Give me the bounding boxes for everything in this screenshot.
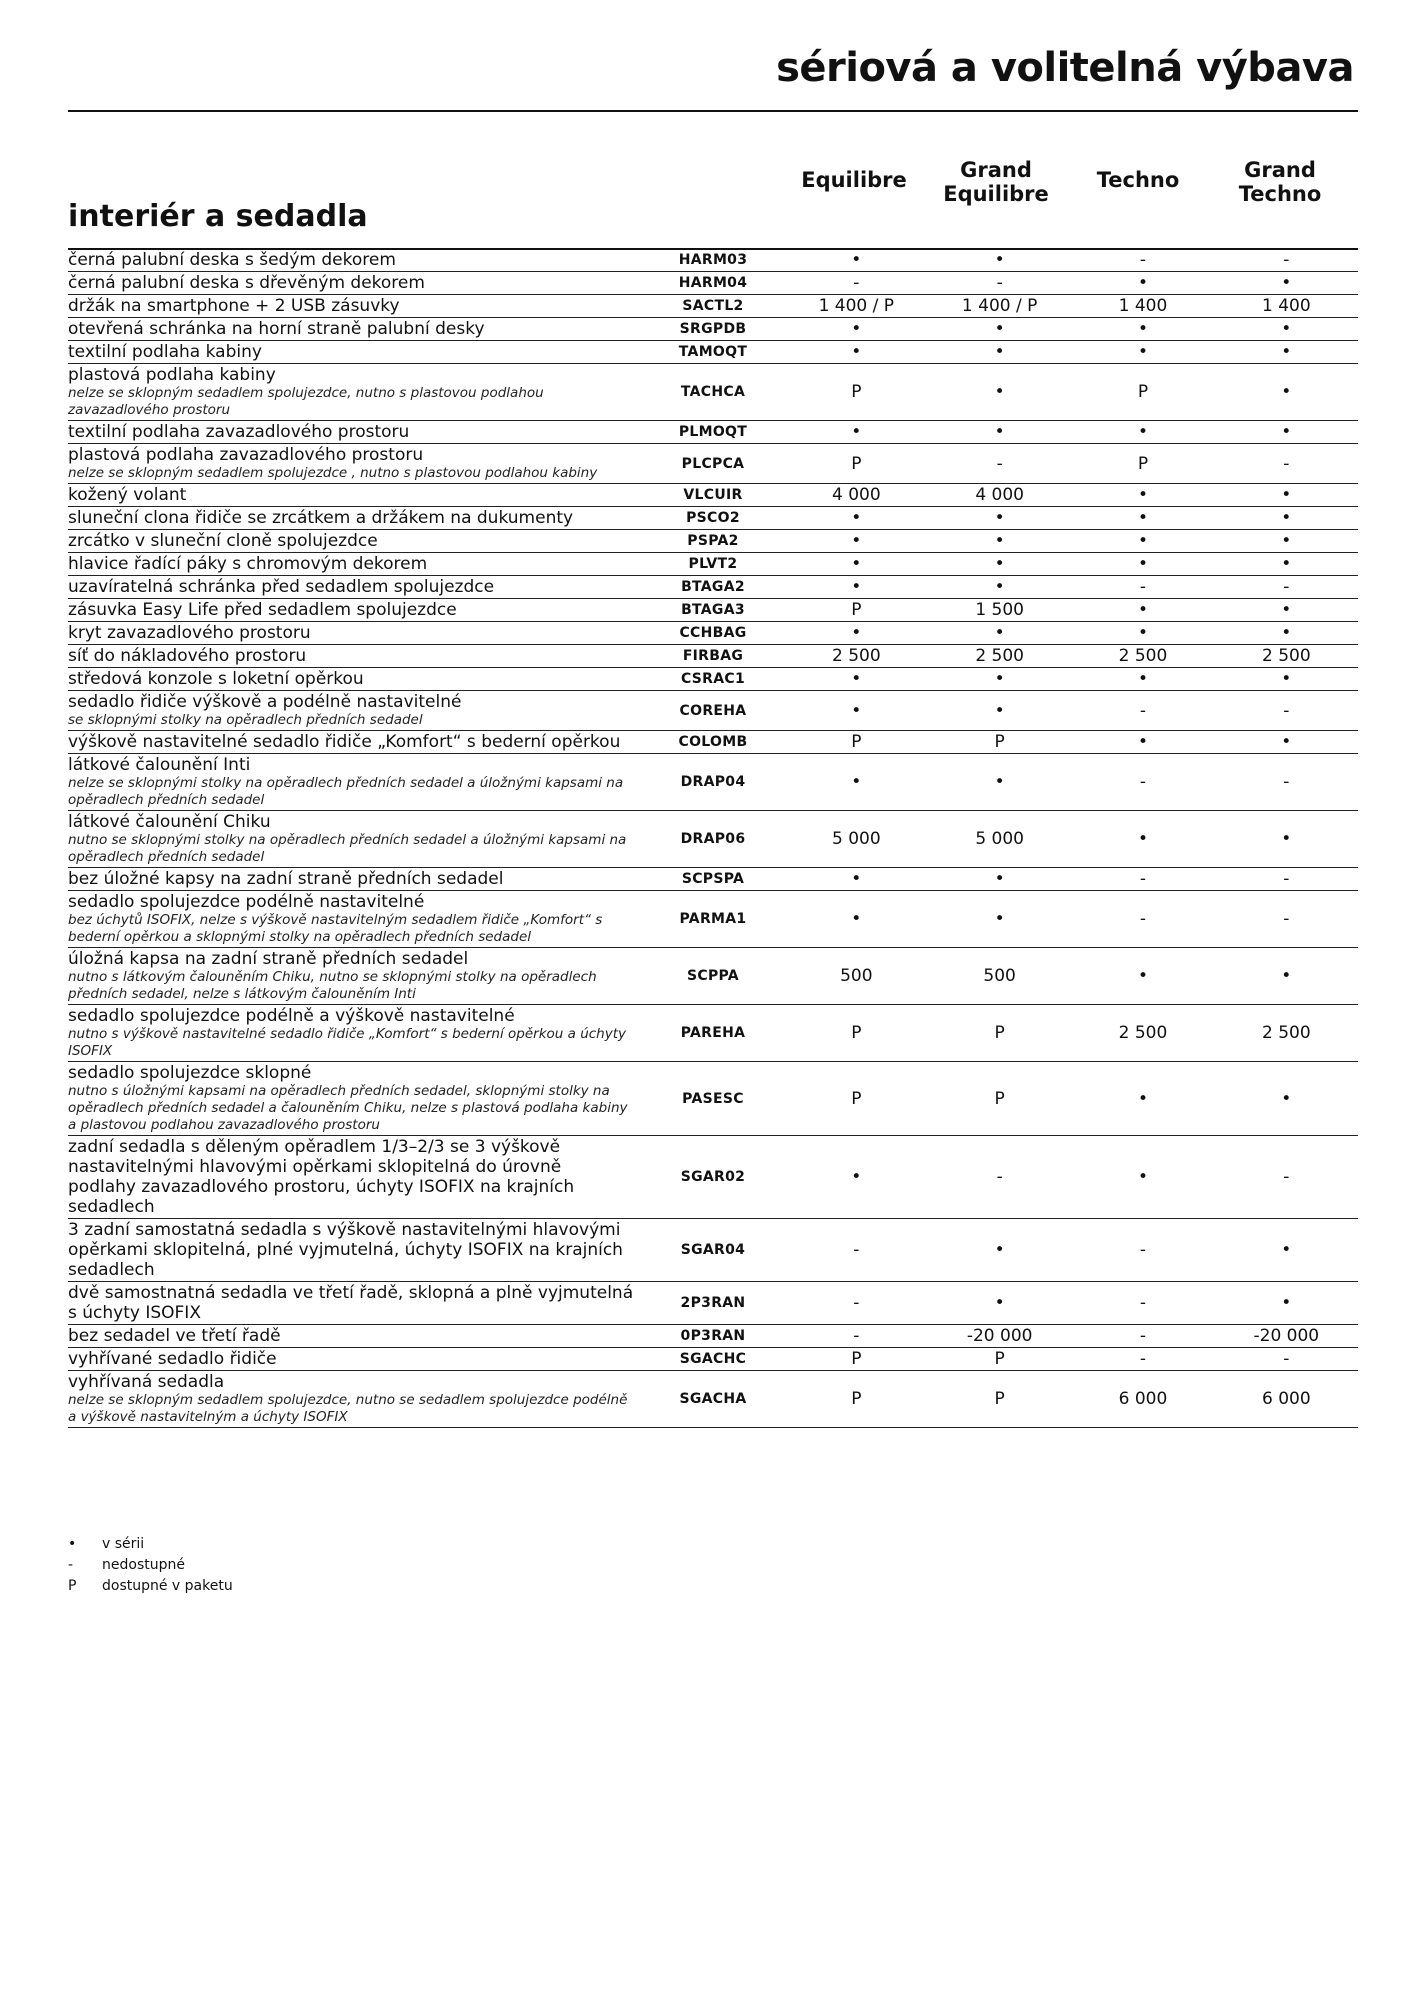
option-code: BTAGA3 <box>641 599 784 622</box>
item-name: úložná kapsa na zadní straně předních sedadel <box>68 949 469 969</box>
value-techno: • <box>1071 272 1214 295</box>
item-name: sedadlo řidiče výškově a podélně nastavitelné <box>68 692 462 712</box>
value-techno: - <box>1071 891 1214 948</box>
page-title: sériová a volitelná výbava <box>776 45 1354 91</box>
legend-item <box>68 1555 233 1576</box>
value-equilibre: P <box>785 364 928 421</box>
value-techno: • <box>1071 421 1214 444</box>
option-code: HARM03 <box>641 249 784 272</box>
option-code: DRAP06 <box>641 811 784 868</box>
legend <box>68 1534 233 1597</box>
value-equilibre: • <box>785 668 928 691</box>
value-techno: • <box>1071 553 1214 576</box>
value-grand-equilibre: • <box>928 421 1071 444</box>
item-name: sedadlo spolujezdce sklopné <box>68 1063 312 1083</box>
table-row <box>68 811 1358 868</box>
value-equilibre: P <box>785 444 928 484</box>
table-row <box>68 668 1358 691</box>
table-row <box>68 1325 1358 1348</box>
value-grand-equilibre: • <box>928 318 1071 341</box>
value-techno: P <box>1071 364 1214 421</box>
item-cell <box>68 668 641 691</box>
value-grand-techno: • <box>1215 811 1358 868</box>
item-cell <box>68 553 641 576</box>
option-code: TACHCA <box>641 364 784 421</box>
value-grand-equilibre: 5 000 <box>928 811 1071 868</box>
value-grand-equilibre: • <box>928 891 1071 948</box>
value-techno: • <box>1071 341 1214 364</box>
value-techno: - <box>1071 1348 1214 1371</box>
value-techno: 1 400 <box>1071 295 1214 318</box>
value-grand-equilibre: • <box>928 1219 1071 1282</box>
table-row <box>68 295 1358 318</box>
value-grand-techno: • <box>1215 1062 1358 1136</box>
value-techno: • <box>1071 1136 1214 1219</box>
value-grand-techno: • <box>1215 507 1358 530</box>
item-name: síť do nákladového prostoru <box>68 646 307 666</box>
option-code: CSRAC1 <box>641 668 784 691</box>
item-name: sedadlo spolujezdce podélně nastavitelné <box>68 892 425 912</box>
value-grand-techno: • <box>1215 272 1358 295</box>
value-techno: 6 000 <box>1071 1371 1214 1428</box>
option-code: SGACHA <box>641 1371 784 1428</box>
option-code: 0P3RAN <box>641 1325 784 1348</box>
table-row <box>68 444 1358 484</box>
value-techno: • <box>1071 622 1214 645</box>
option-code: PSCO2 <box>641 507 784 530</box>
option-code: PLMOQT <box>641 421 784 444</box>
item-name: černá palubní deska s dřevěným dekorem <box>68 273 425 293</box>
value-grand-equilibre: • <box>928 691 1071 731</box>
item-name: sedadlo spolujezdce podélně a výškově nastavitelné <box>68 1006 515 1026</box>
table-row <box>68 421 1358 444</box>
item-name: držák na smartphone + 2 USB zásuvky <box>68 296 400 316</box>
value-techno: - <box>1071 249 1214 272</box>
value-techno: - <box>1071 576 1214 599</box>
value-grand-techno: • <box>1215 484 1358 507</box>
item-name: textilní podlaha kabiny <box>68 342 262 362</box>
value-grand-equilibre: 1 400 / P <box>928 295 1071 318</box>
table-row <box>68 731 1358 754</box>
option-code: COREHA <box>641 691 784 731</box>
value-equilibre: • <box>785 576 928 599</box>
item-note: nelze se sklopnými stolky na opěradlech předních sedadel a úložnými kapsami na opěradlech předních sedadel <box>68 775 624 808</box>
item-cell <box>68 754 641 811</box>
value-techno: • <box>1071 1062 1214 1136</box>
value-grand-equilibre: • <box>928 576 1071 599</box>
value-grand-equilibre: - <box>928 272 1071 295</box>
value-techno: - <box>1071 1282 1214 1325</box>
table-row <box>68 599 1358 622</box>
value-grand-equilibre: • <box>928 622 1071 645</box>
value-grand-techno: • <box>1215 1219 1358 1282</box>
value-grand-techno: • <box>1215 599 1358 622</box>
option-code: SRGPDB <box>641 318 784 341</box>
legend-text: v sérii <box>102 1536 145 1552</box>
value-techno: P <box>1071 444 1214 484</box>
item-note: nutno s látkovým čalouněním Chiku, nutno se sklopnými stolky na opěradlech předních sedadel, nelze s látkovým čalouněním Inti <box>68 969 597 1002</box>
table-row <box>68 530 1358 553</box>
item-name: zásuvka Easy Life před sedadlem spolujezdce <box>68 600 457 620</box>
table-row <box>68 318 1358 341</box>
item-name: textilní podlaha zavazadlového prostoru <box>68 422 410 442</box>
item-cell <box>68 530 641 553</box>
item-name: vyhřívaná sedadla <box>68 1372 225 1392</box>
table-row <box>68 891 1358 948</box>
value-grand-techno: -20 000 <box>1215 1325 1358 1348</box>
item-name: plastová podlaha zavazadlového prostoru <box>68 445 424 465</box>
value-equilibre: • <box>785 868 928 891</box>
value-grand-equilibre: • <box>928 1282 1071 1325</box>
item-name: sluneční clona řidiče se zrcátkem a držákem na dukumenty <box>68 508 574 528</box>
option-code: HARM04 <box>641 272 784 295</box>
value-equilibre: P <box>785 1348 928 1371</box>
equipment-table <box>68 249 1358 1428</box>
value-grand-equilibre: • <box>928 249 1071 272</box>
value-equilibre: • <box>785 622 928 645</box>
value-grand-techno: 6 000 <box>1215 1371 1358 1428</box>
item-name: uzavíratelná schránka před sedadlem spolujezdce <box>68 577 495 597</box>
value-techno: - <box>1071 868 1214 891</box>
table-row <box>68 691 1358 731</box>
value-equilibre: • <box>785 249 928 272</box>
value-grand-equilibre: 2 500 <box>928 645 1071 668</box>
table-row <box>68 622 1358 645</box>
value-grand-equilibre: P <box>928 731 1071 754</box>
value-grand-equilibre: • <box>928 553 1071 576</box>
table-row <box>68 1282 1358 1325</box>
value-grand-techno: • <box>1215 318 1358 341</box>
item-name: látkové čalounění Inti <box>68 755 251 775</box>
section-title: interiér a sedadla <box>68 199 368 234</box>
item-name: látkové čalounění Chiku <box>68 812 271 832</box>
value-grand-equilibre: 4 000 <box>928 484 1071 507</box>
item-cell <box>68 599 641 622</box>
item-cell <box>68 1219 641 1282</box>
item-name: černá palubní deska s šedým dekorem <box>68 250 396 270</box>
value-equilibre: 500 <box>785 948 928 1005</box>
value-grand-equilibre: P <box>928 1005 1071 1062</box>
item-name: 3 zadní samostatná sedadla s výškově nastavitelnými hlavovými opěrkami sklopitelná, plné vyjmutelná, úchyty ISOFIX na krajních sedadlech <box>68 1220 623 1280</box>
item-cell <box>68 645 641 668</box>
table-row <box>68 272 1358 295</box>
value-techno: - <box>1071 1219 1214 1282</box>
item-cell <box>68 444 641 484</box>
value-equilibre: - <box>785 272 928 295</box>
item-note: nelze se sklopným sedadlem spolujezdce, nutno s plastovou podlahou zavazadlového prostoru <box>68 385 544 418</box>
value-grand-equilibre: • <box>928 364 1071 421</box>
option-code: SCPSPA <box>641 868 784 891</box>
item-cell <box>68 1005 641 1062</box>
item-cell <box>68 484 641 507</box>
legend-symbol: • <box>68 1536 77 1552</box>
item-cell <box>68 868 641 891</box>
item-note: nelze se sklopným sedadlem spolujezdce , nutno s plastovou podlahou kabiny <box>68 465 598 481</box>
item-cell <box>68 507 641 530</box>
item-cell <box>68 731 641 754</box>
value-equilibre: - <box>785 1219 928 1282</box>
option-code: FIRBAG <box>641 645 784 668</box>
table-row <box>68 364 1358 421</box>
column-header-techno: Techno <box>1096 168 1180 192</box>
value-equilibre: • <box>785 507 928 530</box>
option-code: SGAR04 <box>641 1219 784 1282</box>
item-name: dvě samostnatná sedadla ve třetí řadě, sklopná a plně vyjmutelná s úchyty ISOFIX <box>68 1283 634 1323</box>
value-grand-techno: - <box>1215 576 1358 599</box>
value-equilibre: - <box>785 1325 928 1348</box>
value-equilibre: 4 000 <box>785 484 928 507</box>
value-grand-techno: • <box>1215 530 1358 553</box>
value-grand-equilibre: • <box>928 754 1071 811</box>
table-row <box>68 507 1358 530</box>
value-grand-equilibre: -20 000 <box>928 1325 1071 1348</box>
option-code: PLVT2 <box>641 553 784 576</box>
value-grand-equilibre: 500 <box>928 948 1071 1005</box>
option-code: CCHBAG <box>641 622 784 645</box>
item-cell <box>68 249 641 272</box>
value-grand-techno: • <box>1215 421 1358 444</box>
value-grand-techno: • <box>1215 553 1358 576</box>
value-grand-techno: - <box>1215 444 1358 484</box>
title-divider <box>68 110 1358 112</box>
value-grand-equilibre: • <box>928 530 1071 553</box>
item-cell <box>68 318 641 341</box>
item-name: výškově nastavitelné sedadlo řidiče „Komfort“ s bederní opěrkou <box>68 732 621 752</box>
item-cell <box>68 1136 641 1219</box>
column-header-equilibre: Equilibre <box>801 168 907 192</box>
value-grand-techno: • <box>1215 364 1358 421</box>
column-header-grand-equilibre: Grand Equilibre <box>943 158 1049 206</box>
item-cell <box>68 364 641 421</box>
value-grand-techno: • <box>1215 622 1358 645</box>
value-grand-equilibre: 1 500 <box>928 599 1071 622</box>
column-header-grand-techno: Grand Techno <box>1238 158 1322 206</box>
table-row <box>68 249 1358 272</box>
table-row <box>68 1005 1358 1062</box>
option-code: SGAR02 <box>641 1136 784 1219</box>
value-equilibre: • <box>785 530 928 553</box>
value-grand-techno: - <box>1215 249 1358 272</box>
value-grand-equilibre: • <box>928 507 1071 530</box>
item-cell <box>68 622 641 645</box>
option-code: TAMOQT <box>641 341 784 364</box>
option-code: PSPA2 <box>641 530 784 553</box>
item-cell <box>68 1348 641 1371</box>
item-name: bez úložné kapsy na zadní straně předních sedadel <box>68 869 504 889</box>
value-grand-equilibre: P <box>928 1062 1071 1136</box>
value-grand-equilibre: - <box>928 444 1071 484</box>
option-code: SACTL2 <box>641 295 784 318</box>
value-grand-techno: 1 400 <box>1215 295 1358 318</box>
value-equilibre: P <box>785 1005 928 1062</box>
item-name: otevřená schránka na horní straně palubní desky <box>68 319 485 339</box>
table-row <box>68 1062 1358 1136</box>
value-equilibre: P <box>785 1062 928 1136</box>
value-grand-techno: - <box>1215 1136 1358 1219</box>
item-name: kožený volant <box>68 485 187 505</box>
value-techno: • <box>1071 530 1214 553</box>
value-techno: • <box>1071 811 1214 868</box>
value-grand-techno: - <box>1215 754 1358 811</box>
option-code: PASESC <box>641 1062 784 1136</box>
value-techno: 2 500 <box>1071 1005 1214 1062</box>
table-row <box>68 645 1358 668</box>
item-note: bez úchytů ISOFIX, nelze s výškově nastavitelným sedadlem řidiče „Komfort“ s bederní opěrkou a sklopnými stolky na opěradlech předních sedadel <box>68 912 603 945</box>
option-code: 2P3RAN <box>641 1282 784 1325</box>
value-equilibre: 1 400 / P <box>785 295 928 318</box>
value-grand-techno: - <box>1215 891 1358 948</box>
option-code: BTAGA2 <box>641 576 784 599</box>
value-techno: - <box>1071 691 1214 731</box>
table-row <box>68 576 1358 599</box>
value-grand-equilibre: P <box>928 1348 1071 1371</box>
item-cell <box>68 1325 641 1348</box>
item-name: hlavice řadící páky s chromovým dekorem <box>68 554 428 574</box>
value-grand-techno: • <box>1215 948 1358 1005</box>
value-equilibre: 2 500 <box>785 645 928 668</box>
value-techno: • <box>1071 599 1214 622</box>
value-techno: • <box>1071 731 1214 754</box>
item-name: zrcátko v sluneční cloně spolujezdce <box>68 531 378 551</box>
value-equilibre: P <box>785 599 928 622</box>
value-grand-equilibre: P <box>928 1371 1071 1428</box>
value-grand-techno: 2 500 <box>1215 645 1358 668</box>
option-code: PLCPCA <box>641 444 784 484</box>
table-row <box>68 948 1358 1005</box>
option-code: PAREHA <box>641 1005 784 1062</box>
item-cell <box>68 948 641 1005</box>
item-cell <box>68 1282 641 1325</box>
legend-symbol: P <box>68 1578 77 1594</box>
table-row <box>68 341 1358 364</box>
item-name: vyhřívané sedadlo řidiče <box>68 1349 277 1369</box>
table-row <box>68 1371 1358 1428</box>
value-equilibre: • <box>785 318 928 341</box>
value-techno: • <box>1071 948 1214 1005</box>
option-code: DRAP04 <box>641 754 784 811</box>
item-note: nutno s úložnými kapsami na opěradlech předních sedadel, sklopnými stolky na opěradlech předních sedadel a čalouněním Chiku, nelze s plastová podlaha kabiny a plastovou podlahou zavazadlového prostoru <box>68 1083 628 1133</box>
legend-text: nedostupné <box>102 1557 185 1573</box>
item-cell <box>68 341 641 364</box>
option-code: SCPPA <box>641 948 784 1005</box>
item-cell <box>68 421 641 444</box>
value-grand-equilibre: • <box>928 341 1071 364</box>
value-grand-techno: - <box>1215 1348 1358 1371</box>
value-techno: - <box>1071 1325 1214 1348</box>
option-code: SGACHC <box>641 1348 784 1371</box>
value-grand-techno: • <box>1215 731 1358 754</box>
item-cell <box>68 272 641 295</box>
value-grand-techno: - <box>1215 868 1358 891</box>
option-code: PARMA1 <box>641 891 784 948</box>
item-cell <box>68 691 641 731</box>
legend-item <box>68 1576 233 1597</box>
value-equilibre: • <box>785 891 928 948</box>
value-techno: - <box>1071 754 1214 811</box>
value-grand-techno: • <box>1215 668 1358 691</box>
legend-item <box>68 1534 233 1555</box>
item-name: kryt zavazadlového prostoru <box>68 623 311 643</box>
item-note: nelze se sklopným sedadlem spolujezdce, nutno se sedadlem spolujezdce podélně a výškově nastavitelným a úchyty ISOFIX <box>68 1392 628 1425</box>
value-equilibre: • <box>785 754 928 811</box>
value-grand-techno: 2 500 <box>1215 1005 1358 1062</box>
value-techno: • <box>1071 484 1214 507</box>
value-equilibre: • <box>785 553 928 576</box>
table-row <box>68 484 1358 507</box>
value-grand-equilibre: • <box>928 868 1071 891</box>
value-equilibre: • <box>785 421 928 444</box>
value-grand-techno: • <box>1215 341 1358 364</box>
item-cell <box>68 1371 641 1428</box>
value-techno: 2 500 <box>1071 645 1214 668</box>
value-grand-equilibre: • <box>928 668 1071 691</box>
value-equilibre: • <box>785 691 928 731</box>
table-row <box>68 1136 1358 1219</box>
value-techno: • <box>1071 507 1214 530</box>
option-code: VLCUIR <box>641 484 784 507</box>
value-equilibre: P <box>785 731 928 754</box>
table-row <box>68 553 1358 576</box>
item-cell <box>68 891 641 948</box>
item-note: nutno s výškově nastavitelné sedadlo řidiče „Komfort“ s bederní opěrkou a úchyty ISOFIX <box>68 1026 626 1059</box>
item-cell <box>68 1062 641 1136</box>
item-cell <box>68 811 641 868</box>
item-name: středová konzole s loketní opěrkou <box>68 669 364 689</box>
table-row <box>68 1219 1358 1282</box>
value-techno: • <box>1071 318 1214 341</box>
item-name: bez sedadel ve třetí řadě <box>68 1326 281 1346</box>
table-row <box>68 754 1358 811</box>
value-equilibre: • <box>785 1136 928 1219</box>
item-name: plastová podlaha kabiny <box>68 365 276 385</box>
item-cell <box>68 576 641 599</box>
legend-text: dostupné v paketu <box>102 1578 233 1594</box>
value-grand-equilibre: - <box>928 1136 1071 1219</box>
value-equilibre: - <box>785 1282 928 1325</box>
item-note: nutno se sklopnými stolky na opěradlech předních sedadel a úložnými kapsami na opěradlech předních sedadel <box>68 832 627 865</box>
value-grand-techno: - <box>1215 691 1358 731</box>
item-name: zadní sedadla s děleným opěradlem 1/3–2/3 se 3 výškově nastavitelnými hlavovými opěrkami sklopitelná do úrovně podlahy zavazadlového prostoru, úchyty ISOFIX na krajních sedadlech <box>68 1137 575 1217</box>
value-equilibre: P <box>785 1371 928 1428</box>
value-equilibre: 5 000 <box>785 811 928 868</box>
item-cell <box>68 295 641 318</box>
table-row <box>68 868 1358 891</box>
legend-symbol: - <box>68 1557 74 1573</box>
item-note: se sklopnými stolky na opěradlech předních sedadel <box>68 712 423 728</box>
value-grand-techno: • <box>1215 1282 1358 1325</box>
value-techno: • <box>1071 668 1214 691</box>
value-equilibre: • <box>785 341 928 364</box>
option-code: COLOMB <box>641 731 784 754</box>
table-row <box>68 1348 1358 1371</box>
